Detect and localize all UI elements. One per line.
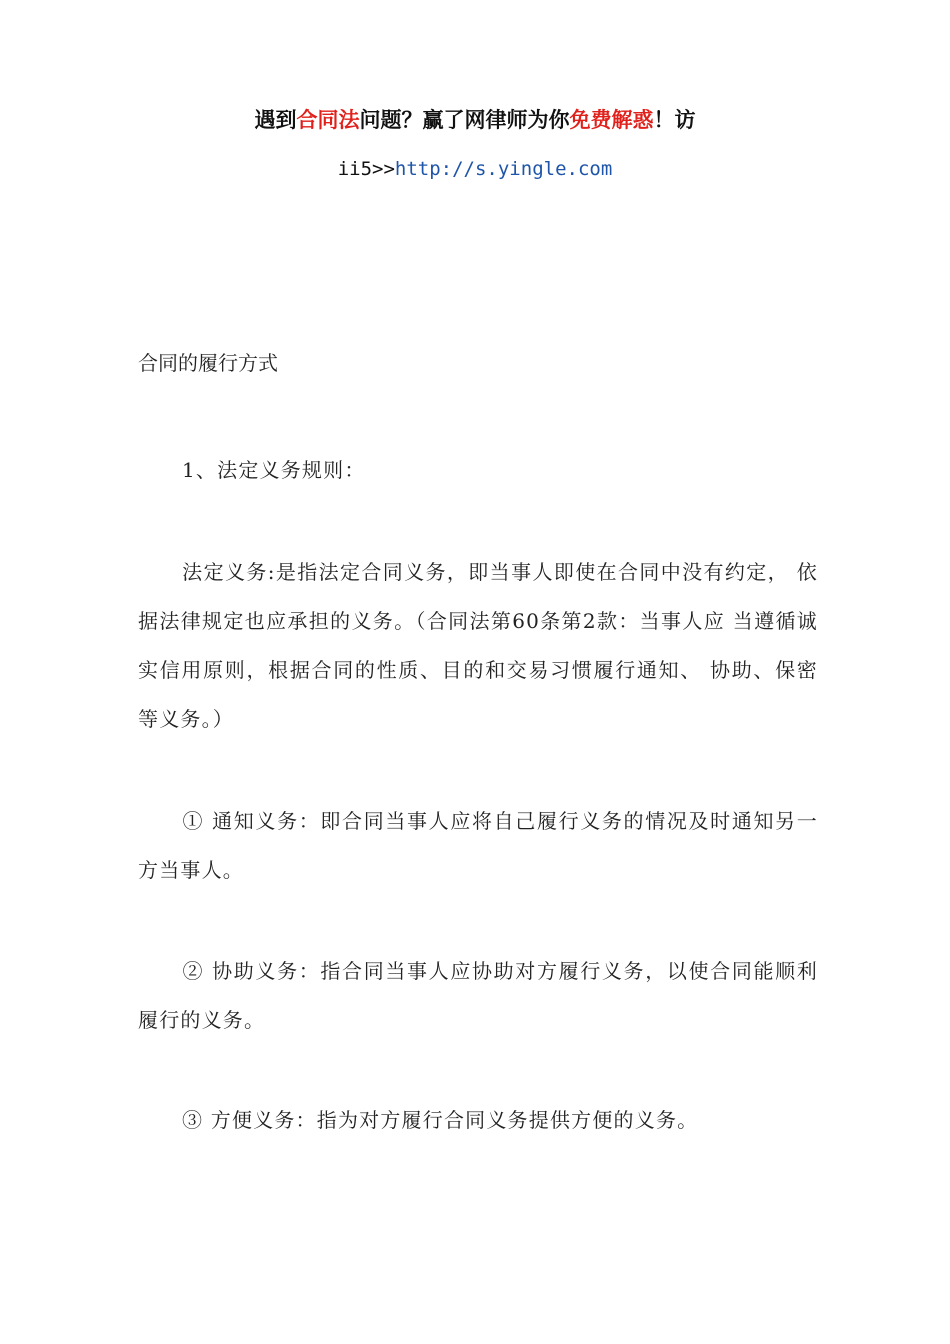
banner-text-2: 问题？赢了网律师为你 — [359, 107, 570, 132]
convenience-duty-text: ③ 方便义务：指为对方履行合同义务提供方便的义务。 — [182, 1108, 699, 1132]
banner-text-1: 遇到 — [254, 107, 297, 132]
banner-highlight-contract-law: 合同法 — [296, 107, 360, 132]
promo-banner — [0, 104, 950, 136]
paragraph-assist-duty — [138, 947, 818, 1045]
banner-text-3: ！访 — [653, 107, 696, 132]
definition-text: 法定义务:是指法定合同义务，即当事人即使在合同中没有约定， 依据法律规定也应承担的义务。（合同法第60条第2款：当事人应 当遵循诚实信用原则，根据合同的性质、目的和交易习惯履行通知、 协助、保密等义务。） — [138, 560, 818, 731]
assist-duty-text: ② 协助义务：指合同当事人应协助对方履行义务，以使合同能顺利履行的义务。 — [138, 959, 818, 1032]
document-title: 合同的履行方式 — [138, 351, 278, 375]
notify-duty-text: ① 通知义务：即合同当事人应将自己履行义务的情况及时通知另一方当事人。 — [138, 809, 818, 882]
paragraph-notify-duty — [138, 797, 818, 895]
paragraph-rules-heading — [138, 446, 818, 495]
promo-link-line — [0, 154, 950, 184]
banner-highlight-free: 免费解惑 — [569, 107, 654, 132]
rules-heading-text: 1、法定义务规则： — [182, 458, 366, 482]
yingle-link[interactable]: http://s.yingle.com — [394, 158, 613, 180]
paragraph-convenience-duty — [138, 1096, 818, 1145]
link-prefix: ii5>> — [337, 158, 395, 180]
paragraph-definition — [138, 548, 818, 744]
